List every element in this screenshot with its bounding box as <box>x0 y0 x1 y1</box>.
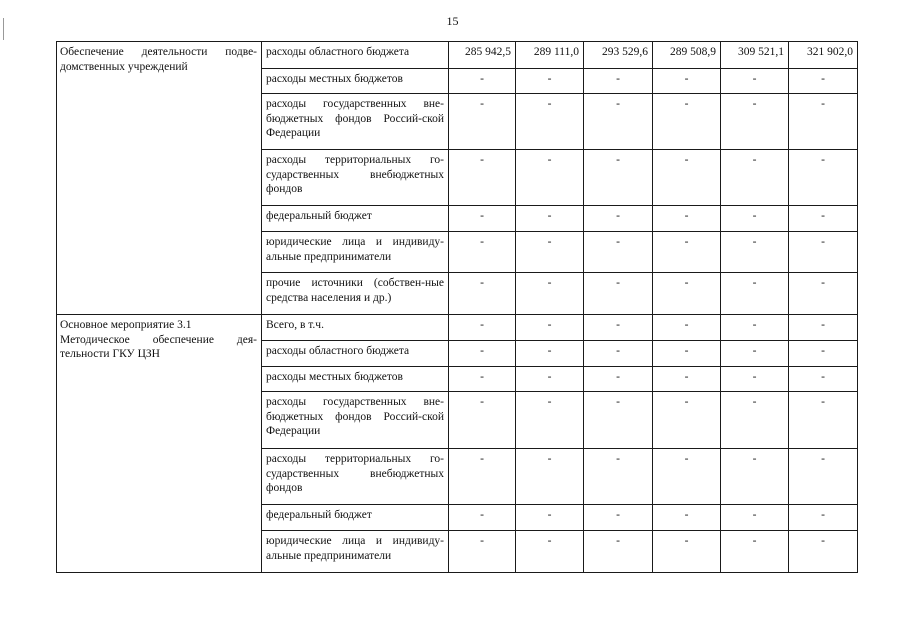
value-cell: - <box>449 531 516 573</box>
activity-description: Методическое обеспечение дея-тельности ГКУ ЦЗН <box>60 333 257 360</box>
value-cell: - <box>516 94 584 150</box>
source-cell: расходы местных бюджетов <box>262 69 449 94</box>
value-cell: - <box>789 150 858 206</box>
value-cell: - <box>653 531 721 573</box>
value-cell: - <box>653 150 721 206</box>
value-cell: - <box>516 206 584 232</box>
value-cell: - <box>789 341 858 367</box>
value-cell: - <box>584 232 653 273</box>
value-cell: - <box>584 273 653 315</box>
value-cell: - <box>789 315 858 341</box>
value-cell: - <box>721 273 789 315</box>
source-cell: расходы местных бюджетов <box>262 367 449 392</box>
value-cell: - <box>721 367 789 392</box>
value-cell: 285 942,5 <box>449 42 516 69</box>
value-cell: - <box>449 94 516 150</box>
value-cell: - <box>449 69 516 94</box>
value-cell: - <box>653 505 721 531</box>
value-cell: - <box>584 94 653 150</box>
value-cell: - <box>653 232 721 273</box>
value-cell: - <box>721 341 789 367</box>
value-cell: - <box>721 69 789 94</box>
source-cell: расходы государственных вне-бюджетных фондов Россий-ской Федерации <box>262 392 449 449</box>
value-cell: - <box>653 315 721 341</box>
value-cell: 289 508,9 <box>653 42 721 69</box>
source-cell: Всего, в т.ч. <box>262 315 449 341</box>
value-cell: - <box>653 94 721 150</box>
value-cell: - <box>721 449 789 505</box>
value-cell: - <box>584 150 653 206</box>
value-cell: - <box>516 367 584 392</box>
value-cell: - <box>721 531 789 573</box>
value-cell: - <box>516 341 584 367</box>
value-cell: - <box>449 232 516 273</box>
value-cell: - <box>449 150 516 206</box>
value-cell: - <box>584 315 653 341</box>
source-cell: расходы территориальных го-сударственных внебюджетных фондов <box>262 449 449 505</box>
value-cell: - <box>449 273 516 315</box>
value-cell: - <box>584 449 653 505</box>
value-cell: - <box>449 341 516 367</box>
value-cell: - <box>721 232 789 273</box>
value-cell: - <box>789 206 858 232</box>
value-cell: - <box>653 392 721 449</box>
source-cell: юридические лица и индивиду-альные предприниматели <box>262 232 449 273</box>
table-row <box>57 42 858 69</box>
source-cell: прочие источники (собствен-ные средства населения и др.) <box>262 273 449 315</box>
value-cell: - <box>584 341 653 367</box>
value-cell: - <box>789 94 858 150</box>
value-cell: - <box>789 449 858 505</box>
value-cell: - <box>789 69 858 94</box>
page-number: 15 <box>446 14 459 28</box>
value-cell: - <box>789 273 858 315</box>
value-cell: - <box>653 273 721 315</box>
value-cell: 309 521,1 <box>721 42 789 69</box>
source-cell: федеральный бюджет <box>262 505 449 531</box>
value-cell: - <box>449 449 516 505</box>
value-cell: - <box>449 392 516 449</box>
value-cell: - <box>789 392 858 449</box>
value-cell: - <box>721 94 789 150</box>
value-cell: - <box>721 315 789 341</box>
value-cell: - <box>721 150 789 206</box>
value-cell: - <box>516 449 584 505</box>
value-cell: 289 111,0 <box>516 42 584 69</box>
activity-cell: Обеспечение деятельности подве-домственных учреждений <box>57 42 262 315</box>
source-cell: расходы государственных вне-бюджетных фондов Россий-ской Федерации <box>262 94 449 150</box>
table-row <box>57 315 858 341</box>
value-cell: - <box>516 69 584 94</box>
source-cell: расходы территориальных го-сударственных внебюджетных фондов <box>262 150 449 206</box>
value-cell: - <box>449 206 516 232</box>
value-cell: - <box>449 505 516 531</box>
value-cell: - <box>653 69 721 94</box>
value-cell: 321 902,0 <box>789 42 858 69</box>
value-cell: - <box>721 392 789 449</box>
value-cell: - <box>516 315 584 341</box>
value-cell: - <box>516 232 584 273</box>
value-cell: - <box>449 367 516 392</box>
value-cell: - <box>789 531 858 573</box>
value-cell: - <box>789 232 858 273</box>
value-cell: - <box>584 505 653 531</box>
source-cell: юридические лица и индивиду-альные предприниматели <box>262 531 449 573</box>
value-cell: - <box>653 341 721 367</box>
source-cell: расходы областного бюджета <box>262 341 449 367</box>
value-cell: - <box>584 367 653 392</box>
value-cell: - <box>516 392 584 449</box>
value-cell: - <box>653 367 721 392</box>
source-cell: расходы областного бюджета <box>262 42 449 69</box>
value-cell: - <box>516 531 584 573</box>
value-cell: - <box>721 505 789 531</box>
value-cell: - <box>516 150 584 206</box>
value-cell: 293 529,6 <box>584 42 653 69</box>
value-cell: - <box>584 206 653 232</box>
budget-table <box>56 41 858 573</box>
value-cell: - <box>516 505 584 531</box>
value-cell: - <box>653 449 721 505</box>
value-cell: - <box>584 69 653 94</box>
source-cell: федеральный бюджет <box>262 206 449 232</box>
value-cell: - <box>721 206 789 232</box>
value-cell: - <box>653 206 721 232</box>
activity-cell <box>57 315 262 573</box>
value-cell: - <box>584 392 653 449</box>
value-cell: - <box>584 531 653 573</box>
value-cell: - <box>789 367 858 392</box>
value-cell: - <box>516 273 584 315</box>
value-cell: - <box>789 505 858 531</box>
value-cell: - <box>449 315 516 341</box>
activity-title: Основное мероприятие 3.1 <box>60 319 192 331</box>
